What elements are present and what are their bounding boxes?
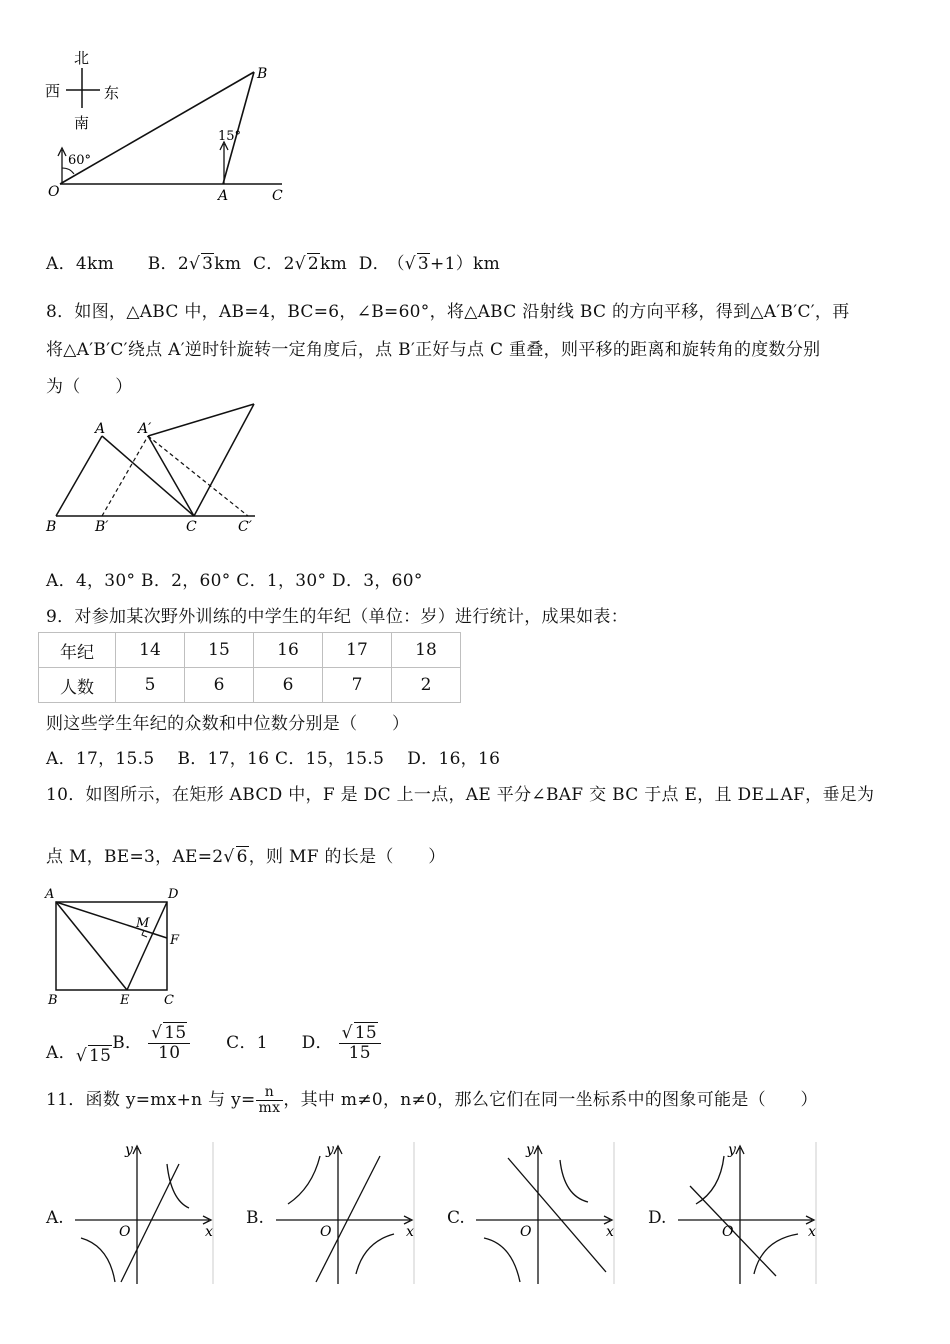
point-B-label: B — [257, 66, 268, 82]
svg-text:y: y — [326, 1142, 334, 1158]
q11-stem: 11．函数 y=mx+n 与 y= $\frac{n}{mx}$ ，其中 m≠0，n≠0，那么它们在同一坐标系中的图象可能是（ ） — [46, 1084, 818, 1117]
svg-text:O: O — [320, 1224, 332, 1240]
q11-graph-d — [678, 1142, 818, 1284]
svg-text:x: x — [808, 1224, 816, 1240]
q11-option-c-letter: C. — [447, 1208, 465, 1228]
q11-graph-b — [276, 1142, 416, 1284]
point-A-label: A — [218, 188, 229, 204]
q9-stem: 9．对参加某次野外训练的中学生的年纪（单位：岁）进行统计，成果如表： — [46, 607, 629, 627]
svg-text:A: A — [45, 887, 55, 902]
svg-text:C′: C′ — [238, 519, 252, 535]
svg-text:A′: A′ — [138, 421, 152, 437]
svg-text:M: M — [136, 916, 150, 931]
svg-text:A: A — [95, 421, 106, 437]
angle-60-label: 60° — [68, 153, 92, 168]
point-O-label: O — [48, 184, 60, 200]
q10-line1: 10．如图所示，在矩形 ABCD 中，F 是 DC 上一点，AE 平分∠BAF 交 BC 于点 E，且 DE⊥AF，垂足为 — [46, 785, 875, 805]
q11-option-b-letter: B. — [246, 1208, 264, 1228]
svg-text:C: C — [186, 519, 197, 535]
svg-text:x: x — [205, 1224, 213, 1240]
svg-text:x: x — [406, 1224, 414, 1240]
table-row: 年纪 14 15 16 17 18 — [39, 633, 461, 668]
q10-choices: A．√ 15B． $\frac{√ 15}{10}$ C．1 D． $\frac{√ 15}{15}$ — [46, 1020, 381, 1066]
q9-choices: A．17，15.5 B．17，16 C．15，15.5 D．16，16 — [46, 749, 501, 769]
q11-option-a-letter: A. — [46, 1208, 64, 1228]
q8-choices: A．4，30° B．2，60° C．1，30° D．3，60° — [46, 571, 423, 591]
q8-figure — [40, 398, 260, 538]
svg-text:D: D — [168, 887, 179, 902]
q11-option-d-letter: D. — [648, 1208, 667, 1228]
q7-choices: A．4km B．2√ 3km C．2√ 2km D． （√ 3+1）km — [46, 254, 501, 274]
svg-text:B: B — [48, 993, 58, 1007]
q8-line1: 8．如图，△ABC 中，AB=4，BC=6，∠B=60°，将△ABC 沿射线 BC 的方向平移，得到△A′B′C′，再 — [46, 302, 850, 322]
table-row: 人数 5 6 6 7 2 — [39, 668, 461, 703]
svg-text:x: x — [606, 1224, 614, 1240]
svg-text:O: O — [119, 1224, 131, 1240]
q10-figure — [40, 882, 190, 1007]
compass-south: 南 — [74, 114, 90, 132]
svg-text:y: y — [526, 1142, 534, 1158]
q7-figure — [40, 40, 290, 210]
angle-15-label: 15° — [218, 129, 242, 144]
svg-text:E: E — [120, 993, 130, 1007]
q8-line2: 将△A′B′C′绕点 A′逆时针旋转一定角度后，点 B′正好与点 C 重叠，则平移的距离和旋转角的度数分别 — [46, 340, 821, 360]
compass-north: 北 — [74, 49, 90, 67]
svg-text:B′: B′ — [95, 519, 109, 535]
q9-age-table — [38, 632, 461, 703]
svg-text:C: C — [164, 993, 174, 1007]
svg-text:O: O — [722, 1224, 734, 1240]
q11-graph-c — [476, 1142, 616, 1284]
svg-text:B: B — [46, 519, 57, 535]
q10-line2: 点 M，BE=3，AE=2√ 6，则 MF 的长是（ ） — [46, 847, 446, 867]
svg-text:O: O — [520, 1224, 532, 1240]
point-C-label: C — [272, 188, 283, 204]
svg-text:y: y — [125, 1142, 133, 1158]
q8-line3: 为（ ） — [46, 377, 133, 397]
compass-east: 东 — [104, 84, 120, 102]
q9-question: 则这些学生年纪的众数和中位数分别是（ ） — [46, 714, 410, 734]
compass-west: 西 — [45, 82, 61, 100]
svg-text:F: F — [170, 933, 180, 948]
svg-text:y: y — [728, 1142, 736, 1158]
q11-graph-a — [75, 1142, 215, 1284]
